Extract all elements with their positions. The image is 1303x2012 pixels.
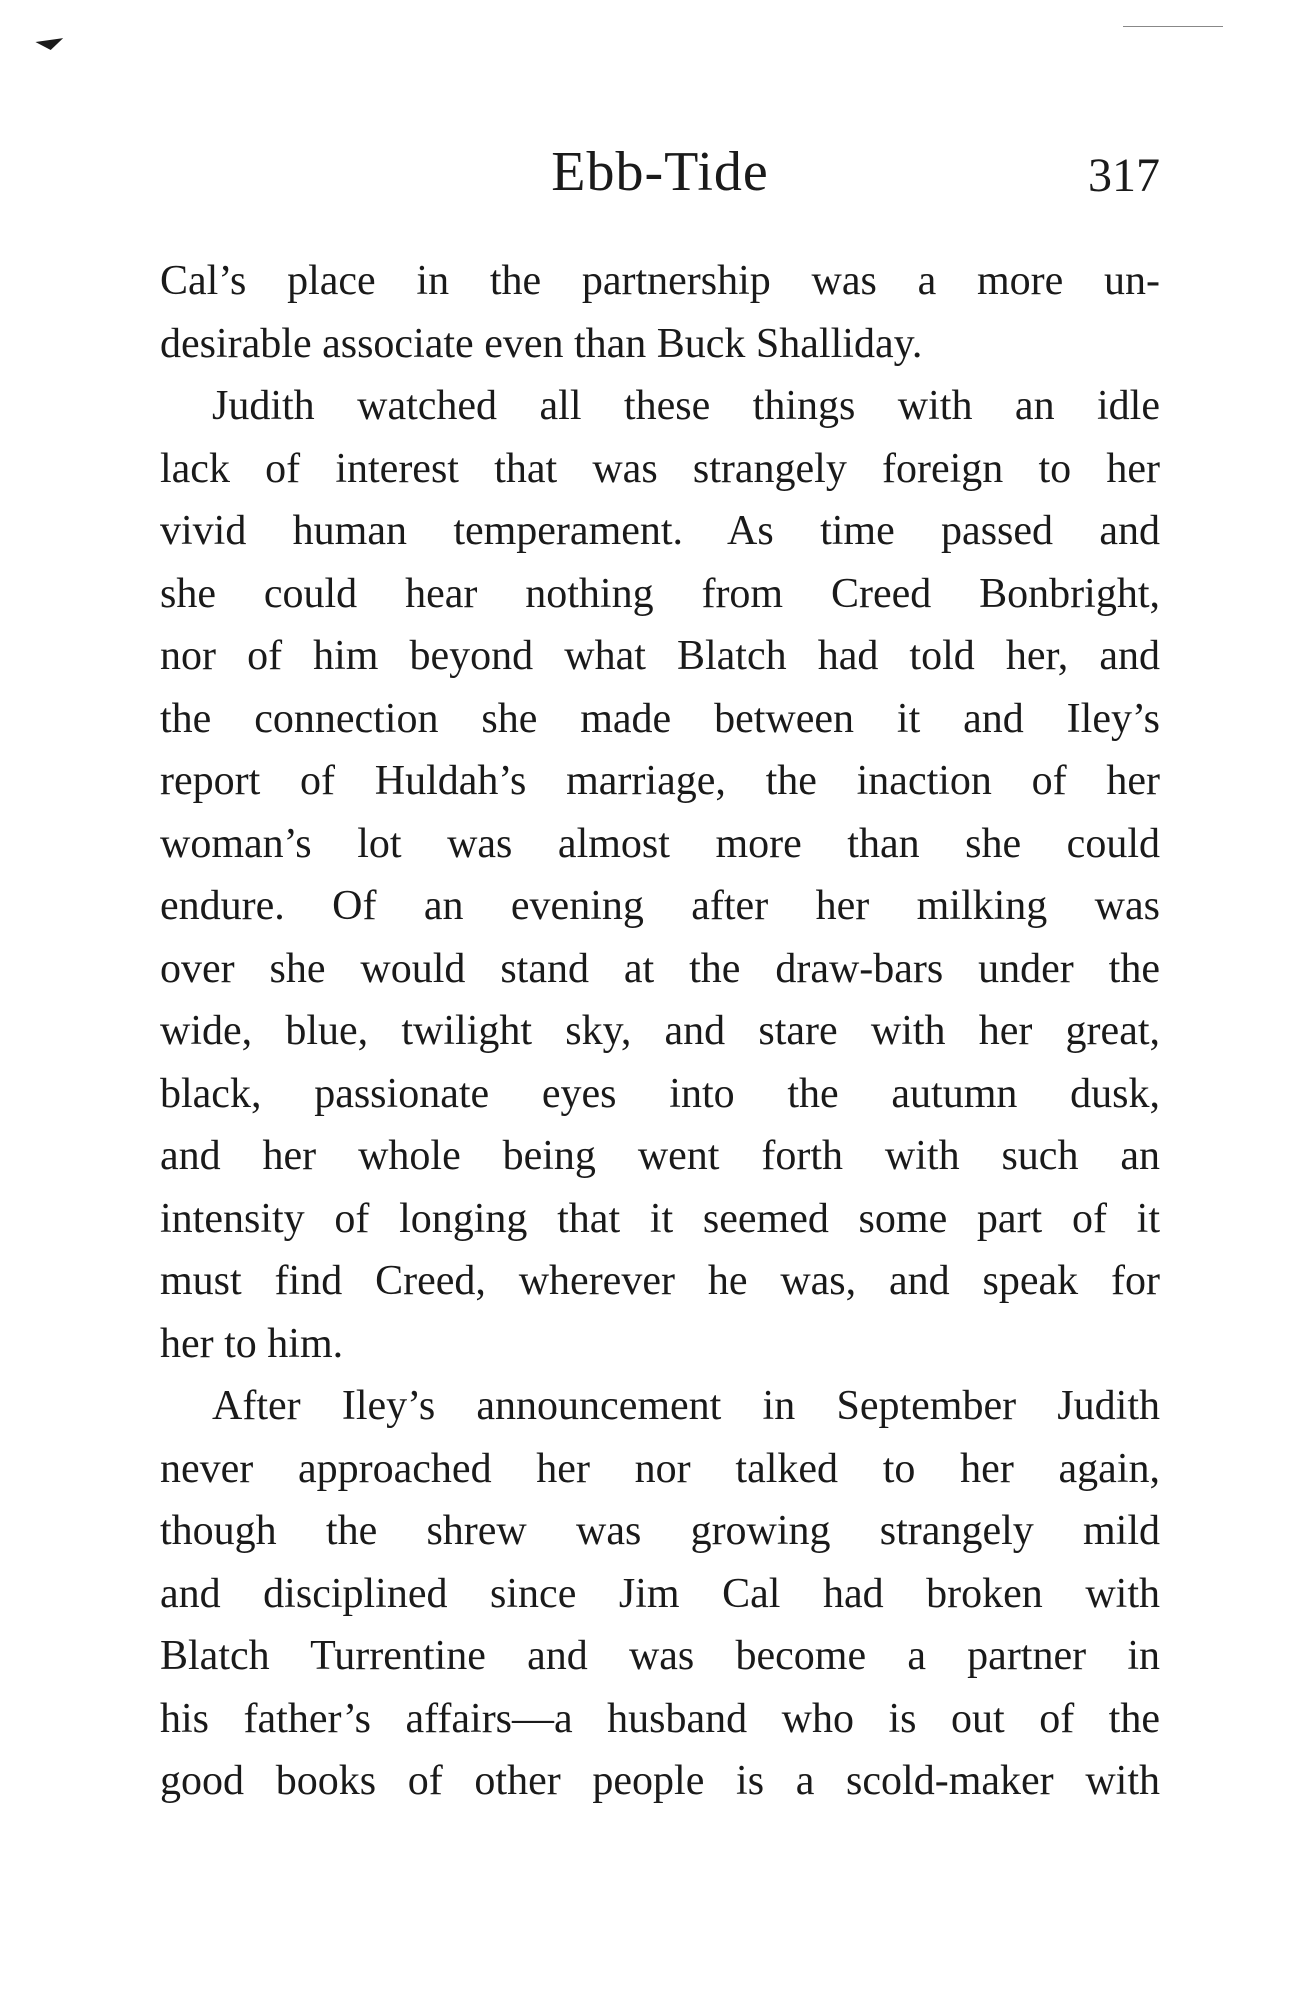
text-line: her to him. xyxy=(160,1320,344,1367)
text-line: vivid human temperament. As time passed and xyxy=(160,508,1160,554)
text-line: she could hear nothing from Creed Bonbright, xyxy=(160,570,1160,617)
paragraph-2 xyxy=(160,375,1160,1375)
text-line: black, passionate eyes into the autumn dusk, xyxy=(160,1070,1160,1117)
text-line: good books of other people is a scold-maker with xyxy=(160,1758,1160,1804)
text-line: Cal’s place in the partnership was a more un- xyxy=(160,258,1160,304)
text-line: though the shrew was growing strangely mild xyxy=(160,1508,1160,1554)
page-number: 317 xyxy=(1088,149,1160,202)
text-line: wide, blue, twilight sky, and stare with her great, xyxy=(160,1008,1160,1054)
text-line: woman’s lot was almost more than she could xyxy=(160,820,1160,867)
text-line: never approached her nor talked to her again, xyxy=(160,1445,1160,1492)
running-title: Ebb-Tide xyxy=(551,141,769,203)
text-line: the connection she made between it and Iley’s xyxy=(160,695,1160,742)
text-line: over she would stand at the draw-bars under the xyxy=(160,945,1160,992)
paragraph-1 xyxy=(160,250,1160,375)
body-text xyxy=(160,250,1160,1813)
text-line: report of Huldah’s marriage, the inaction of her xyxy=(160,758,1160,804)
paragraph-3 xyxy=(160,1375,1160,1813)
text-line: must find Creed, wherever he was, and speak for xyxy=(160,1258,1160,1304)
text-line: desirable associate even than Buck Shalliday. xyxy=(160,320,923,367)
corner-mark xyxy=(35,38,64,52)
text-line: his father’s affairs—a husband who is out of the xyxy=(160,1695,1160,1742)
text-line: intensity of longing that it seemed some part of it xyxy=(160,1195,1160,1242)
text-line: lack of interest that was strangely foreign to her xyxy=(160,445,1160,492)
text-line: Judith watched all these things with an idle xyxy=(212,383,1160,429)
text-line: and her whole being went forth with such an xyxy=(160,1133,1160,1179)
text-line: After Iley’s announcement in September Judith xyxy=(212,1383,1160,1429)
text-line: endure. Of an evening after her milking was xyxy=(160,883,1160,929)
text-line: and disciplined since Jim Cal had broken with xyxy=(160,1570,1160,1617)
text-line: Blatch Turrentine and was become a partner in xyxy=(160,1633,1160,1679)
running-head xyxy=(160,140,1160,210)
text-line: nor of him beyond what Blatch had told her, and xyxy=(160,633,1160,679)
top-rule xyxy=(1123,26,1223,27)
